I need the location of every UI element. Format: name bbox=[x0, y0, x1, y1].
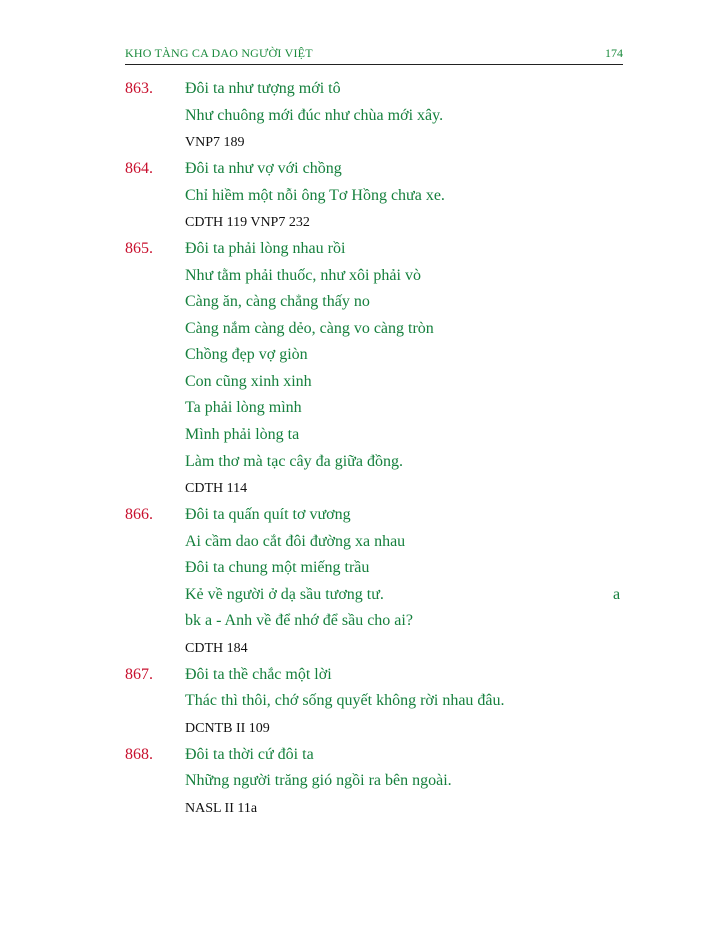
entry-number: 863. bbox=[125, 80, 153, 97]
verse-line: Ai cầm dao cắt đôi đường xa nhau bbox=[185, 533, 406, 550]
verse-line: Ta phải lòng mình bbox=[185, 399, 302, 416]
entry-number: 868. bbox=[125, 746, 153, 763]
source-ref: CDTH 119 VNP7 232 bbox=[185, 215, 310, 230]
verse-line: Càng nắm càng dẻo, càng vo càng tròn bbox=[185, 320, 434, 337]
verse-line: Đôi ta phải lòng nhau rồi bbox=[185, 240, 346, 257]
source-ref: CDTH 114 bbox=[185, 481, 248, 496]
source-ref: NASL II 11a bbox=[185, 801, 258, 816]
source-ref: VNP7 189 bbox=[185, 135, 245, 150]
page-header bbox=[125, 44, 623, 65]
variant-line: bk a - Anh về để nhớ để sầu cho ai? bbox=[185, 612, 413, 629]
verse-line: Chỉ hiềm một nỗi ông Tơ Hồng chưa xe. bbox=[185, 187, 445, 204]
entry-number: 865. bbox=[125, 240, 153, 257]
verse-line: Kẻ về người ở dạ sầu tương tư. bbox=[185, 586, 384, 603]
verse-line: Đôi ta như vợ với chồng bbox=[185, 160, 342, 177]
page-number: 174 bbox=[605, 46, 623, 60]
entry-number: 866. bbox=[125, 506, 153, 523]
verse-line: Như tằm phải thuốc, như xôi phải vò bbox=[185, 267, 421, 284]
verse-line: Mình phải lòng ta bbox=[185, 426, 300, 443]
verse-line: Đôi ta thời cứ đôi ta bbox=[185, 746, 314, 763]
verse-line: Con cũng xinh xinh bbox=[185, 373, 312, 390]
verse-line: Đôi ta thề chắc một lời bbox=[185, 666, 332, 683]
source-ref: DCNTB II 109 bbox=[185, 721, 270, 736]
verse-line: Đôi ta quấn quít tơ vương bbox=[185, 506, 351, 523]
verse-line: Thác thì thôi, chớ sống quyết không rời nhau đâu. bbox=[185, 692, 505, 709]
book-title: KHO TÀNG CA DAO NGƯỜI VIỆT bbox=[125, 46, 313, 60]
verse-line: Đôi ta như tượng mới tô bbox=[185, 80, 341, 97]
entry-number: 864. bbox=[125, 160, 153, 177]
verse-line: Chồng đẹp vợ giòn bbox=[185, 346, 308, 363]
source-ref: CDTH 184 bbox=[185, 641, 248, 656]
verse-line: Như chuông mới đúc như chùa mới xây. bbox=[185, 107, 444, 124]
verse-line: Đôi ta chung một miếng trầu bbox=[185, 559, 370, 576]
verse-line: Những người trăng gió ngồi ra bên ngoài. bbox=[185, 772, 452, 789]
verse-line: Càng ăn, càng chẳng thấy no bbox=[185, 293, 370, 310]
entry-number: 867. bbox=[125, 666, 153, 683]
verse-line: Làm thơ mà tạc cây đa giữa đồng. bbox=[185, 453, 403, 470]
variant-marker: a bbox=[613, 586, 621, 603]
